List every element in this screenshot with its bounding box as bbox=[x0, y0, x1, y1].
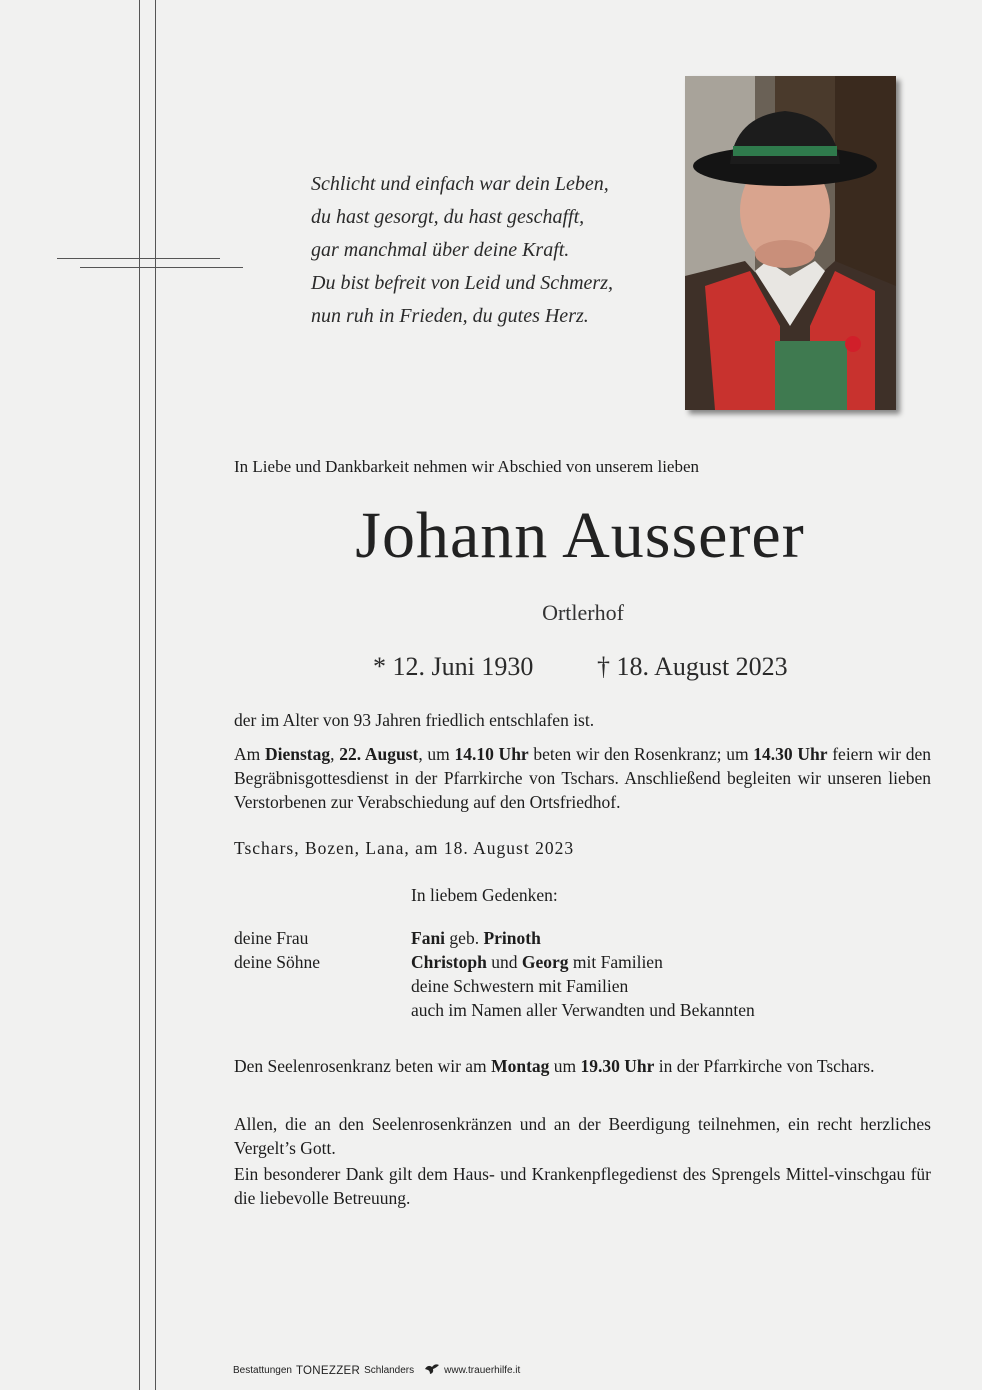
portrait-illustration bbox=[685, 76, 896, 410]
portrait-photo bbox=[685, 76, 896, 410]
sisters-entry: deine Schwestern mit Familien bbox=[411, 976, 629, 996]
wife-label: deine Frau bbox=[234, 928, 309, 948]
relatives-entry: auch im Namen aller Verwandten und Bekannten bbox=[411, 1000, 755, 1020]
rosary-time: 14.10 Uhr bbox=[454, 744, 529, 764]
cross-horizontal-beam-lower bbox=[80, 267, 243, 268]
poem-line: nun ruh in Frieden, du gutes Herz. bbox=[311, 305, 589, 327]
poem-line: Du bist befreit von Leid und Schmerz, bbox=[311, 272, 614, 294]
cross-horizontal-beam-upper bbox=[57, 258, 220, 259]
poem-line: du hast gesorgt, du hast geschafft, bbox=[311, 206, 585, 228]
wife-entry: Fani geb. Prinoth bbox=[411, 928, 541, 948]
sons-label: deine Söhne bbox=[234, 952, 321, 972]
farm-name: Ortlerhof bbox=[542, 600, 624, 625]
memory-heading: In liebem Gedenken: bbox=[411, 885, 558, 905]
age-line: der im Alter von 93 Jahren friedlich entschlafen ist. bbox=[234, 710, 595, 730]
deceased-name: Johann Ausserer bbox=[355, 499, 805, 572]
dove-icon bbox=[424, 1363, 440, 1378]
death-date: † 18. August 2023 bbox=[597, 652, 788, 681]
footer-prefix: Bestattungen bbox=[233, 1365, 292, 1376]
poem-line: Schlicht und einfach war dein Leben, bbox=[311, 173, 609, 195]
footer-brand: TONEZZER bbox=[295, 1364, 361, 1377]
footer bbox=[233, 1363, 520, 1378]
sons-entry: Christoph und Georg mit Familien bbox=[411, 952, 663, 972]
special-thanks-paragraph: Ein besonderer Dank gilt dem Haus- und Krankenpflegedienst des Sprengels Mittel-vinschgau für die liebevolle Betreuung. bbox=[234, 1164, 931, 1208]
thanks-paragraph: Allen, die an den Seelenrosenkränzen und an der Beerdigung teilnehmen, ein recht herzliches Vergelt’s Gott. bbox=[234, 1114, 931, 1158]
frame-line-right bbox=[155, 0, 156, 1390]
intro-text: In Liebe und Dankbarkeit nehmen wir Abschied von unserem lieben bbox=[234, 457, 700, 476]
place-date: Tschars, Bozen, Lana, am 18. August 2023 bbox=[234, 838, 575, 858]
poem-line: gar manchmal über deine Kraft. bbox=[311, 239, 570, 261]
rosary-paragraph: Den Seelenrosenkranz beten wir am Montag um 19.30 Uhr in der Pfarrkirche von Tschars. bbox=[234, 1056, 875, 1076]
birth-date: * 12. Juni 1930 bbox=[373, 652, 534, 681]
funeral-day: Dienstag bbox=[264, 744, 331, 764]
footer-town: Schlanders bbox=[364, 1365, 415, 1376]
mass-time: 14.30 Uhr bbox=[753, 744, 828, 764]
funeral-date: 22. August bbox=[339, 744, 419, 764]
funeral-paragraph: Am Dienstag, 22. August, um 14.10 Uhr beten wir den Rosenkranz; um 14.30 Uhr feiern wir den Begräbnisgottesdienst in der Pfarrkirche von Tschars. Anschließend begleiten wir unseren lieben Verstorbenen zur Verabschiedung auf den Ortsfriedhof. bbox=[234, 744, 932, 812]
footer-url: www.trauerhilfe.it bbox=[444, 1365, 521, 1376]
poem bbox=[311, 168, 671, 333]
